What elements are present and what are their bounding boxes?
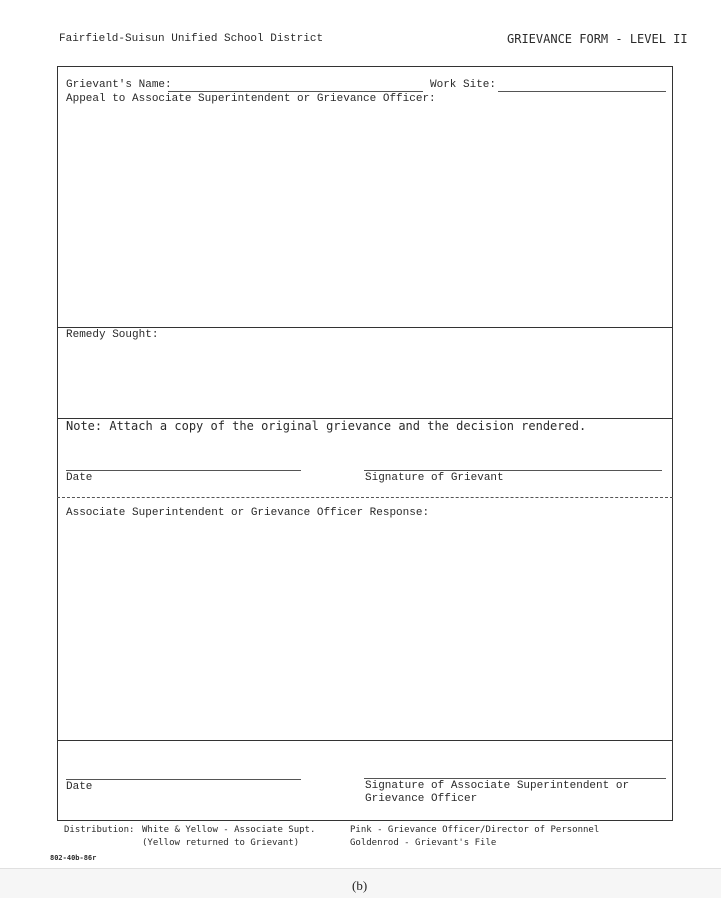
distribution-pink: Pink - Grievance Officer/Director of Personnel [350, 825, 600, 835]
officer-date-label: Date [66, 781, 93, 793]
distribution-goldenrod: Goldenrod - Grievant's File [350, 838, 497, 848]
grievant-date-line[interactable] [66, 470, 301, 471]
box-left-border [57, 66, 58, 820]
note-text: Note: Attach a copy of the original grievance and the decision rendered. [66, 419, 587, 433]
form-title: GRIEVANCE FORM - LEVEL II [507, 32, 688, 46]
distribution-yellow-returned: (Yellow returned to Grievant) [142, 838, 300, 848]
remedy-sought-label: Remedy Sought: [66, 329, 159, 341]
grievant-name-label: Grievant's Name: [66, 79, 172, 91]
response-label: Associate Superintendent or Grievance Officer Response: [66, 507, 430, 519]
box-top-border [57, 66, 673, 67]
grievant-signature-line[interactable] [364, 470, 662, 471]
box-right-border [672, 66, 673, 820]
district-name: Fairfield-Suisun Unified School District [59, 33, 324, 45]
officer-signature-line[interactable] [364, 778, 666, 779]
distribution-white-yellow: White & Yellow - Associate Supt. [142, 825, 316, 835]
work-site-label: Work Site: [430, 79, 497, 91]
officer-signature-label-line2: Grievance Officer [365, 793, 478, 805]
grievant-date-label: Date [66, 472, 93, 484]
work-site-field[interactable] [498, 91, 666, 92]
dashed-divider [57, 497, 673, 498]
figure-caption: (b) [352, 878, 368, 893]
divider-1 [57, 327, 673, 328]
remedy-text-area[interactable] [66, 345, 666, 413]
grievant-signature-label: Signature of Grievant [365, 472, 504, 484]
officer-date-line[interactable] [66, 779, 301, 780]
form-number: 802-40b-86r [50, 854, 97, 862]
box-bottom-border [57, 820, 673, 821]
appeal-label: Appeal to Associate Superintendent or Grievance Officer: [66, 93, 436, 105]
appeal-text-area[interactable] [66, 110, 666, 322]
officer-signature-label-line1: Signature of Associate Superintendent or [365, 780, 630, 792]
divider-3 [57, 740, 673, 741]
grievant-name-field[interactable] [168, 91, 423, 92]
distribution-label: Distribution: [64, 825, 135, 835]
response-text-area[interactable] [66, 524, 666, 736]
